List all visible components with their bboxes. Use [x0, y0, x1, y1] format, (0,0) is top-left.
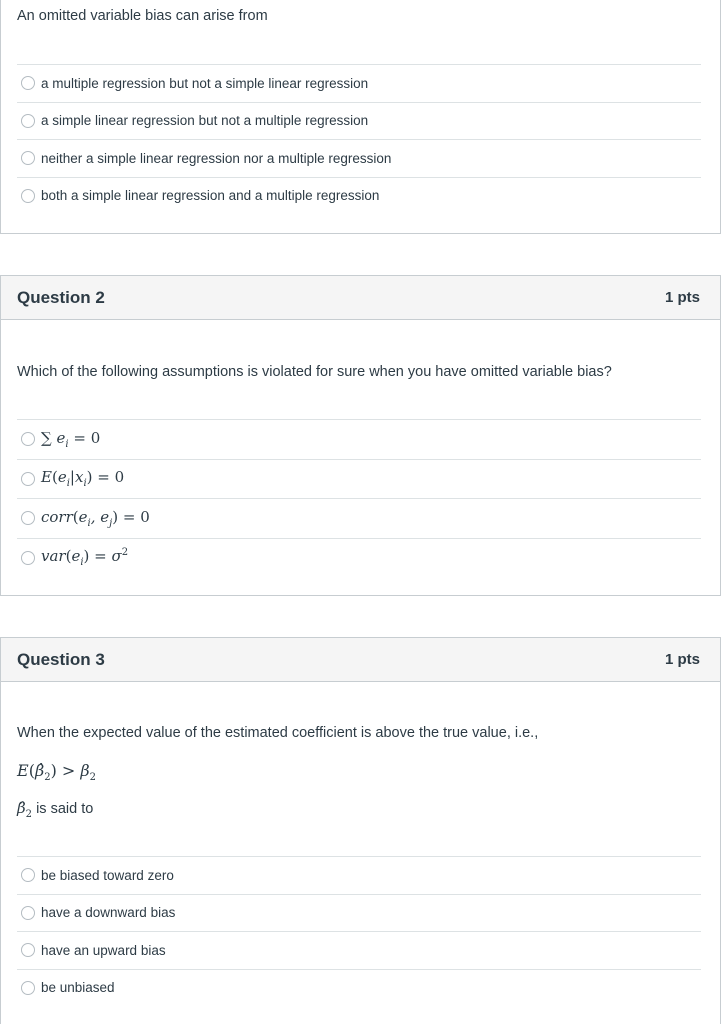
answer-option[interactable] — [17, 139, 701, 177]
radio-button[interactable] — [21, 76, 35, 90]
answer-option[interactable] — [17, 459, 701, 499]
radio-button[interactable] — [21, 551, 35, 565]
question-2-card — [0, 275, 721, 596]
question-title: Question 2 — [17, 287, 105, 307]
answer-label: have a downward bias — [41, 905, 176, 921]
radio-button[interactable] — [21, 432, 35, 446]
question-title: Question 3 — [17, 649, 105, 669]
question-1-card — [0, 0, 721, 234]
answer-formula: $var(e_i) = \sigma^2$ — [41, 547, 129, 569]
answer-option[interactable] — [17, 931, 701, 969]
question-1-answers — [17, 64, 701, 214]
answer-option[interactable] — [17, 498, 701, 538]
answer-label: both a simple linear regression and a multiple regression — [41, 188, 380, 204]
question-3-header — [1, 638, 720, 682]
question-2-header — [1, 276, 720, 320]
question-3-card — [0, 637, 721, 1024]
radio-button[interactable] — [21, 189, 35, 203]
question-points: 1 pts — [664, 289, 700, 306]
radio-button[interactable] — [21, 981, 35, 995]
answer-label: be biased toward zero — [41, 867, 174, 883]
question-points: 1 pts — [664, 651, 700, 668]
answer-formula: $E(e_i|x_i) = 0$ — [41, 468, 125, 490]
question-1-stem: An omitted variable bias can arise from — [17, 8, 268, 24]
question-3-stem: When the expected value of the estimated coefficient is above the true value, i.e., — [17, 725, 539, 741]
radio-button[interactable] — [21, 151, 35, 165]
answer-option[interactable] — [17, 856, 701, 894]
radio-button[interactable] — [21, 943, 35, 957]
question-3-answers — [17, 856, 701, 1006]
answer-option[interactable] — [17, 969, 701, 1007]
answer-label: a multiple regression but not a simple linear regression — [41, 75, 369, 91]
question-3-formula: $E(\betâ_2) > \beta_2$ — [17, 761, 97, 784]
answer-option[interactable] — [17, 419, 701, 459]
answer-label: have an upward bias — [41, 942, 166, 958]
answer-option[interactable] — [17, 538, 701, 578]
answer-label: neither a simple linear regression nor a multiple regression — [41, 150, 392, 166]
answer-option[interactable] — [17, 894, 701, 932]
answer-formula: ∑ $e_i = 0$ — [41, 428, 101, 450]
answer-formula: $corr(e_i$, $e_j) = 0$ — [41, 507, 150, 529]
radio-button[interactable] — [21, 114, 35, 128]
radio-button[interactable] — [21, 511, 35, 525]
radio-button[interactable] — [21, 472, 35, 486]
answer-label: be unbiased — [41, 980, 115, 996]
answer-option[interactable] — [17, 64, 701, 102]
question-2-answers — [17, 419, 701, 577]
radio-button[interactable] — [21, 868, 35, 882]
answer-label: a simple linear regression but not a multiple regression — [41, 113, 369, 129]
question-2-stem: Which of the following assumptions is violated for sure when you have omitted variable bias? — [17, 364, 612, 380]
answer-option[interactable] — [17, 102, 701, 140]
answer-option[interactable] — [17, 177, 701, 215]
question-3-stem-tail: $\betâ_2$ is said to — [17, 799, 94, 820]
radio-button[interactable] — [21, 906, 35, 920]
